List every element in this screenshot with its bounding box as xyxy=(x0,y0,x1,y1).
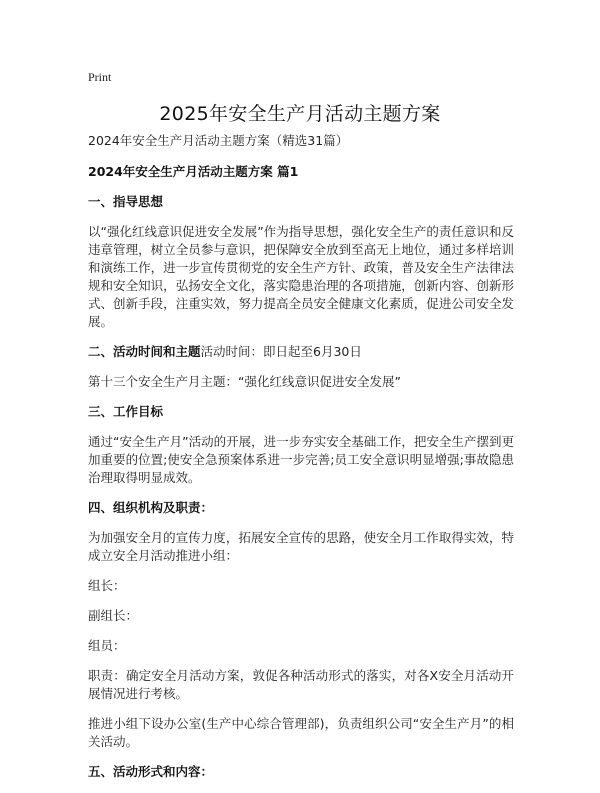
section-heading-work-goals: 三、工作目标 xyxy=(88,404,164,419)
deputy-leader-line: 副组长： xyxy=(88,608,139,623)
section-paragraph: 第十三个安全生产月主题：“强化红线意识促进安全发展” xyxy=(88,374,401,389)
section-heading-time-theme xyxy=(88,343,514,361)
section-paragraph: 通过“安全生产月”活动的开展，进一步夯实安全基础工作，把安全生产摆到更加重要的位置;使安全急预案体系进一步完善;员工安全意识明显增强;事故隐患治理取得明显成效。 xyxy=(88,434,514,485)
page-title: 2025年安全生产月活动主题方案 xyxy=(159,103,441,125)
section-paragraph: 为加强安全月的宣传力度，拓展安全宣传的思路，使安全月工作取得实效，特成立安全月活动推进小组： xyxy=(88,530,514,563)
section-heading-activity-forms: 五、活动形式和内容： xyxy=(88,764,214,779)
members-line: 组员： xyxy=(88,638,126,653)
team-leader-line: 组长： xyxy=(88,578,126,593)
section-heading-organization: 四、组织机构及职责： xyxy=(88,500,214,515)
activity-time-text: 活动时间：即日起至6月30日 xyxy=(200,344,362,359)
section-paragraph: 职责：确定安全月活动方案，敦促各种活动形式的落实，对各X安全月活动开展情况进行考核。 xyxy=(88,668,514,701)
document-body xyxy=(88,132,514,793)
document-subtitle: 2024年安全生产月活动主题方案（精选31篇） xyxy=(88,133,349,148)
section-heading-text: 二、活动时间和主题 xyxy=(88,344,201,359)
section-paragraph: 推进小组下设办公室(生产中心综合管理部)，负责组织公司“安全生产月”的相关活动。 xyxy=(88,716,514,749)
print-link[interactable]: Print xyxy=(88,70,112,84)
part-heading: 2024年安全生产月活动主题方案 篇1 xyxy=(88,164,299,179)
section-heading-guiding-thought: 一、指导思想 xyxy=(88,194,164,209)
section-paragraph: 以“强化红线意识促进安全发展”作为指导思想，强化安全生产的责任意识和反违章管理，树立全员参与意识，把保障安全放到至高无上地位，通过多样培训和演练工作，进一步宣传贯彻党的安全生产方针、政策，普及安全生产法律法规和安全知识，弘扬安全文化，落实隐患治理的各项措施，创新内容、创新形式、创新手段，注重实效，努力提高全员安全健康文化素质，促进公司安全发展。 xyxy=(88,224,514,329)
